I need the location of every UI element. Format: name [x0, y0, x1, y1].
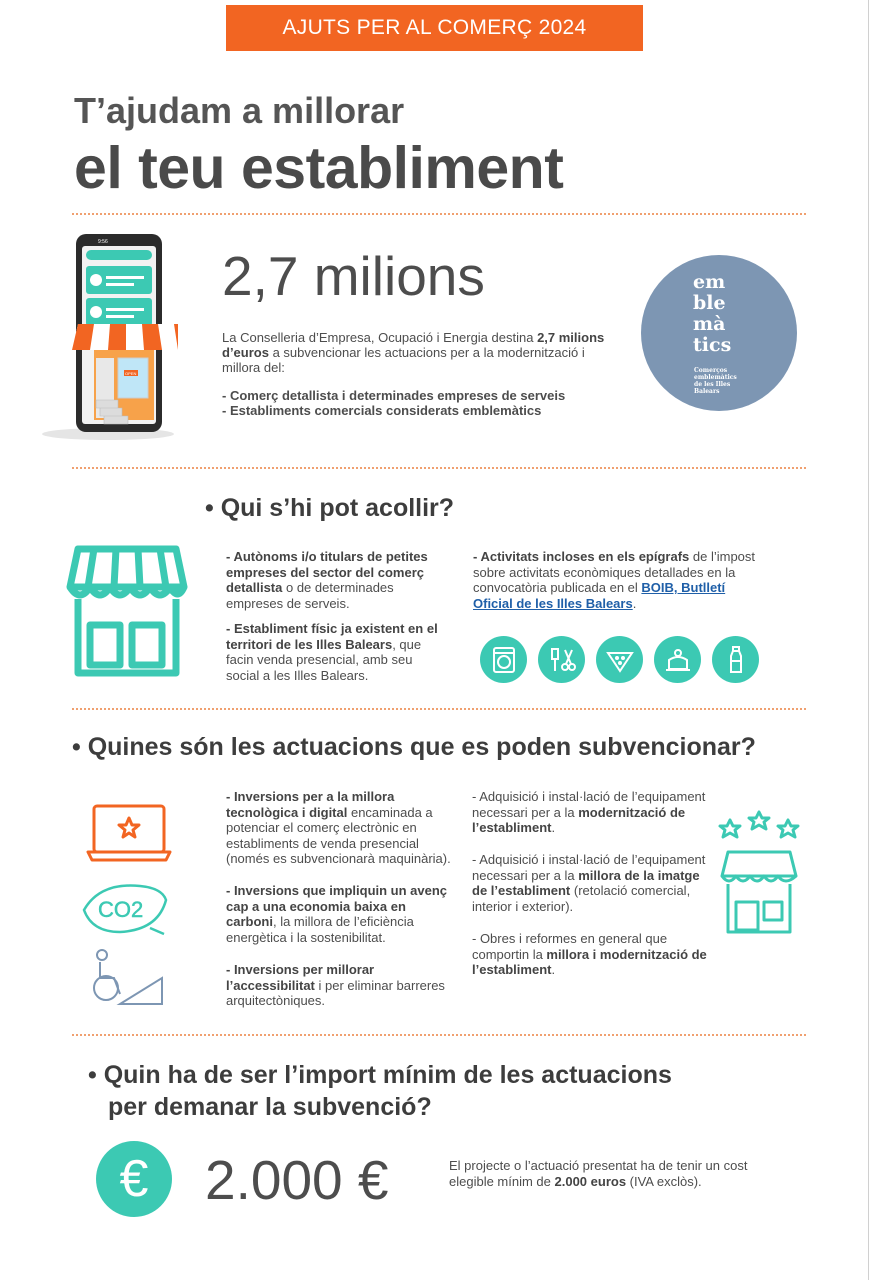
- logo-subtitle: [694, 367, 737, 395]
- shop-with-stars-icon: [716, 808, 802, 938]
- activity-icons: [480, 636, 759, 683]
- action-right-2-bold: millora de la imatge de l’establiment: [472, 867, 700, 898]
- watermelon-icon: [596, 636, 643, 683]
- boib-link[interactable]: BOIB, Butlletí Oficial de les Illes Balears: [473, 580, 726, 611]
- logo-sub-3: de les Illes: [694, 381, 731, 388]
- action-left-3-rest: i per eliminar barreres arquitectòniques.: [226, 977, 445, 1008]
- co2-label: CO2: [98, 897, 144, 922]
- minimum-desc-pre: El projecte o l’actuació presentat ha de tenir un cost elegible mínim de: [449, 1158, 748, 1189]
- bottle-icon: [712, 636, 759, 683]
- title-line-2: el teu establiment: [74, 135, 564, 201]
- open-sign: OPEN: [125, 371, 137, 376]
- who-item-2-bold: - Establiment físic ja existent en el territori de les Illes Balears: [226, 621, 438, 652]
- action-right-2-post: (retolació comercial, interior i exterior).: [472, 883, 691, 914]
- action-right-3-pre: - Obres i reformes en general que comportin la: [472, 931, 668, 962]
- logo-sub-2: emblemàtics: [694, 374, 737, 381]
- minimum-description: [449, 1158, 759, 1189]
- action-right-1-pre: - Adquisició i instal·lació de l’equipament necessari per a la: [472, 789, 706, 820]
- action-left-1-bold: - Inversions per a la millora tecnològica i digital: [226, 789, 395, 820]
- divider: [72, 1034, 806, 1036]
- action-left-3-bold: - Inversions per millorar l’accessibilitat: [226, 962, 375, 993]
- who-item-2-rest: , que facin venda presencial, amb seu social a les Illes Balears.: [226, 636, 422, 683]
- intro-post: a subvencionar les actuacions per a la modernització i millora del:: [222, 345, 585, 375]
- shop-icon: [66, 543, 188, 679]
- logo-word-4: tics: [693, 334, 732, 356]
- cake-icon: [654, 636, 701, 683]
- section-actions-title: • Quines són les actuacions que es poden subvencionar?: [72, 733, 756, 761]
- action-left-2-rest: , la millora de l’eficiència energètica i la sostenibilitat.: [226, 914, 414, 945]
- emblematics-logo: [641, 255, 797, 411]
- action-right-3-post: .: [551, 962, 556, 977]
- who-item-3-rest: de l’impost sobre activitats econòmiques detallades en la convocatòria publicada en el: [473, 549, 756, 595]
- who-item-3-bold: - Activitats incloses en els epígrafs: [473, 549, 690, 564]
- action-right-1-bold: modernització de l’establiment: [472, 804, 686, 835]
- action-right-3: [472, 931, 712, 978]
- intro-text: [222, 330, 622, 418]
- action-right-3-bold: millora i modernització de l’establiment: [472, 946, 707, 977]
- accessibility-ramp-icon: [90, 948, 164, 1006]
- logo-sub-4: Balears: [694, 388, 720, 395]
- tools-icon: [538, 636, 585, 683]
- logo-word-2: ble: [693, 292, 726, 314]
- minimum-desc-post: (IVA exclòs).: [626, 1173, 702, 1189]
- intro-bold: 2,7 milions d’euros: [222, 330, 605, 360]
- who-item-3-end: .: [632, 595, 637, 611]
- divider: [72, 467, 806, 469]
- section-minimum-title-1: • Quin ha de ser l’import mínim de les actuacions: [88, 1061, 672, 1089]
- section-minimum-title-2: per demanar la subvenció?: [108, 1093, 432, 1121]
- euro-icon: [96, 1141, 172, 1217]
- laptop-icon: [86, 803, 172, 863]
- bullet-emblematic: - Establiments comercials considerats emblemàtics: [222, 403, 542, 418]
- who-item-1: [226, 549, 441, 611]
- phone-status-time: 9:56: [98, 239, 108, 245]
- action-right-2: [472, 852, 712, 914]
- logo-word-3: mà: [693, 313, 726, 335]
- action-left-1: [226, 789, 458, 867]
- section-who-title: • Qui s’hi pot acollir?: [205, 494, 455, 522]
- co2-leaf-icon: [80, 880, 170, 938]
- who-item-1-bold: - Autònoms i/o titulars de petites empreses del sector del comerç detallista: [226, 549, 428, 595]
- washing-machine-icon: [480, 636, 527, 683]
- logo-sub-1: Comerços: [694, 367, 728, 374]
- minimum-desc-bold: 2.000 euros: [554, 1173, 627, 1189]
- intro-pre: La Conselleria d’Empresa, Ocupació i Energia destina: [222, 330, 538, 345]
- divider: [72, 708, 806, 710]
- budget-amount: 2,7 milions: [222, 245, 485, 307]
- minimum-amount: 2.000 €: [205, 1149, 389, 1211]
- logo-word-1: em: [693, 271, 726, 293]
- who-item-1-rest: o de determinades empreses de serveis.: [226, 580, 394, 611]
- action-right-1-post: .: [551, 820, 556, 835]
- who-item-3: [473, 549, 758, 611]
- action-right-2-pre: - Adquisició i instal·lació de l’equipament necessari per a la: [472, 852, 706, 883]
- euro-symbol: €: [119, 1150, 149, 1208]
- header-banner-text: AJUTS PER AL COMERÇ 2024: [282, 16, 587, 39]
- who-item-2: [226, 621, 441, 683]
- action-left-2: [226, 883, 458, 945]
- header-banner: [226, 5, 643, 51]
- smartphone-shop-illustration: [38, 228, 178, 446]
- action-left-2-bold: - Inversions que impliquin un avenç cap a una economia baixa en carboni: [226, 883, 448, 929]
- action-left-1-rest: encaminada a potenciar el comerç electrònic en establiments de venda presencial (només es subvencionarà maquinària).: [226, 804, 451, 866]
- action-right-1: [472, 789, 712, 836]
- divider: [72, 213, 806, 215]
- action-left-3: [226, 962, 458, 1009]
- title-line-1: T’ajudam a millorar: [74, 90, 405, 131]
- bullet-retail: - Comerç detallista i determinades empreses de serveis: [222, 388, 566, 403]
